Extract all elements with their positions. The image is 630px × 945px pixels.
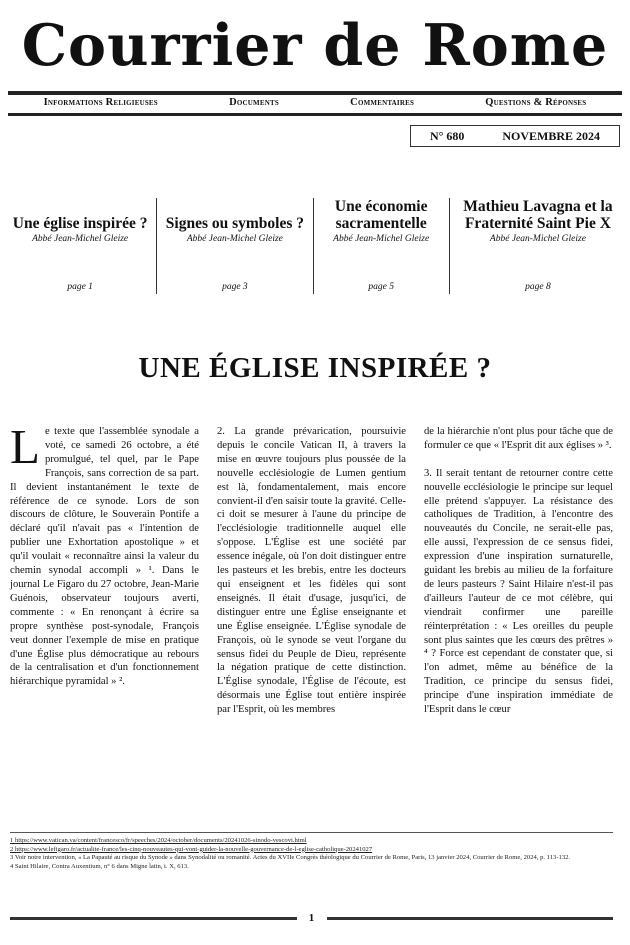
article-body <box>10 419 613 843</box>
nav-item-commentaires[interactable]: Commentaires <box>350 96 415 108</box>
nav-item-questions[interactable]: Questions & Réponses <box>485 96 587 108</box>
footer-rule-left <box>10 917 297 920</box>
section-nav <box>8 93 622 111</box>
masthead-rule-bottom <box>8 113 622 116</box>
footnote-2-link[interactable]: 2 https://www.lefigaro.fr/actualite-france/les-cinq-nouveautes-qui-vont-guider-la-nouvelle-gouvernance-de-l-eglise-catholique-20241027 <box>10 845 373 853</box>
teaser-author: Abbé Jean-Michel Gleize <box>489 234 586 244</box>
teaser-title: Signes ou symboles ? <box>165 215 305 232</box>
teaser-signes-symboles[interactable] <box>156 198 312 294</box>
footnote-3: 3 Voir notre intervention, « La Papauté au risque du Synode » dans Synodalité ou romanité. Actes du XVIIe Congrès théologique du Courrier de Rome, Paris, 13 janvier 2024, Courrier de Rome, 2024, p. 113-132. <box>10 854 571 862</box>
article-headline: UNE ÉGLISE INSPIRÉE ? <box>138 352 492 384</box>
teaser-economie-sacramentelle[interactable] <box>313 198 449 294</box>
article-column-1 <box>10 419 199 843</box>
teaser-page: page 5 <box>368 282 394 292</box>
page-footer <box>10 910 613 926</box>
footer-rule-right <box>327 917 614 920</box>
teaser-title: Une économie sacramentelle <box>334 198 428 232</box>
teaser-author: Abbé Jean-Michel Gleize <box>32 234 129 244</box>
page-number: 1 <box>308 912 315 924</box>
issue-info <box>410 125 620 147</box>
teaser-page: page 8 <box>525 282 551 292</box>
paragraph: e texte que l'assemblée synodale a voté, ce samedi 26 octobre, a été promulgué, tel quel, par le Pape François, sans correction de sa part. Il devient instantanément le texte de référence de ce synode. Lors de son discours de clôture, le Souverain Pontife a déclaré qu'il n'avait pas « l'intention de publier une Exhortation apostolique » et qu'il voulait « reconnaître ainsi la valeur du chemin synodal accompli » ¹. Dans le journal Le Figaro du 27 octobre, Jean-Marie Guénois, observateur toujours averti, commente : « En renonçant à écrire sa propre synthèse post-synodale, François veut donner l'exemple de mise en pratique d'une Église plus démocratique au rebours de la centralisation et d'un fonctionnement hiérarchique pyramidal » ². <box>10 426 199 688</box>
footnote-1-link[interactable]: 1 https://www.vatican.va/content/francesco/fr/speeches/2024/october/documents/20241026-sinodo-vescovi.html <box>10 837 307 844</box>
footnote-4: 4 Saint Hilaire, Contra Auxentium, n° 6 dans Migne latin, t. X, 613. <box>10 862 189 870</box>
teaser-author: Abbé Jean-Michel Gleize <box>186 234 283 244</box>
paragraph: 3. Il serait tentant de retourner contre cette nouvelle ecclésiologie le principe sur lequel elle prétend s'appuyer. La résistance des catholiques de Tradition, à l'encontre des nouveautés du Concile, ne serait-elle pas, elle aussi, l'expression de ce sensus fidei, expression d'une inspiration surnaturelle, guidant les brebis au milieu de la forfaiture de leurs pasteurs ? Saint Hilaire n'est-il pas d'ailleurs l'auteur de ce mot célèbre, qui viendrait confirmer une pareille réinterprétation : « Les oreilles du peuple sont plus saintes que les cœurs des prêtres » ⁴ ? Force est cependant de constater que, si l'on admet, même au bénéfice de la Tradition, ce principe du sensus fidei, principe d'une inspiration immédiate de l'Esprit dans le cœur <box>424 467 613 716</box>
teaser-title: Une église inspirée ? <box>12 215 148 232</box>
teaser-author: Abbé Jean-Michel Gleize <box>333 234 430 244</box>
article-column-3 <box>424 425 613 843</box>
nav-item-informations[interactable]: Informations Religieuses <box>43 96 158 108</box>
paragraph: 2. La grande prévarication, poursuivie depuis le concile Vatican II, à travers la mise en œuvre toujours plus poussée de la nouvelle ecclésiologie de Lumen gentium est là, fondamentalement, mais encore convient-il d'en saisir toute la gravité. Celle-ci doit se mesurer à l'aune du principe de l'ecclésiologie traditionnelle auquel elle s'oppose. L'Église est une société par essence inégale, où l'on doit distinguer entre les pasteurs et les brebis, entre les docteurs qui enseignent et les fidèles qui sont enseignés. Il était d'usage, jusqu'ici, de distinguer entre une Église enseignante et une Église enseignée. L'Église synodale de François, où le synode se veut l'organe du sensus fidei du Peuple de Dieu, représente la négation pratique de cette distinction. L'Église synodale, l'Église de l'écoute, est désormais une Église tout entière inspirée par l'Esprit, où les membres <box>217 426 406 716</box>
teaser-mathieu-lavagna[interactable] <box>449 198 626 294</box>
issue-date: NOVEMBRE 2024 <box>502 128 601 143</box>
paragraph: de la hiérarchie n'ont plus pour tâche que de formuler ce que « l'Esprit dit aux églises » ³. <box>424 426 613 451</box>
masthead-title: Courrier de Rome <box>21 12 609 79</box>
teaser-title: Mathieu Lavagna et la Fraternité Saint Pie X <box>463 198 613 232</box>
footnotes <box>10 832 613 871</box>
drop-cap: L <box>10 419 40 474</box>
article-teasers <box>4 198 626 294</box>
issue-number: N° 680 <box>429 128 465 143</box>
article-column-2 <box>217 425 406 843</box>
teaser-page: page 3 <box>222 282 248 292</box>
teaser-eglise-inspiree[interactable] <box>4 198 156 294</box>
teaser-page: page 1 <box>67 282 93 292</box>
nav-item-documents[interactable]: Documents <box>229 96 279 108</box>
